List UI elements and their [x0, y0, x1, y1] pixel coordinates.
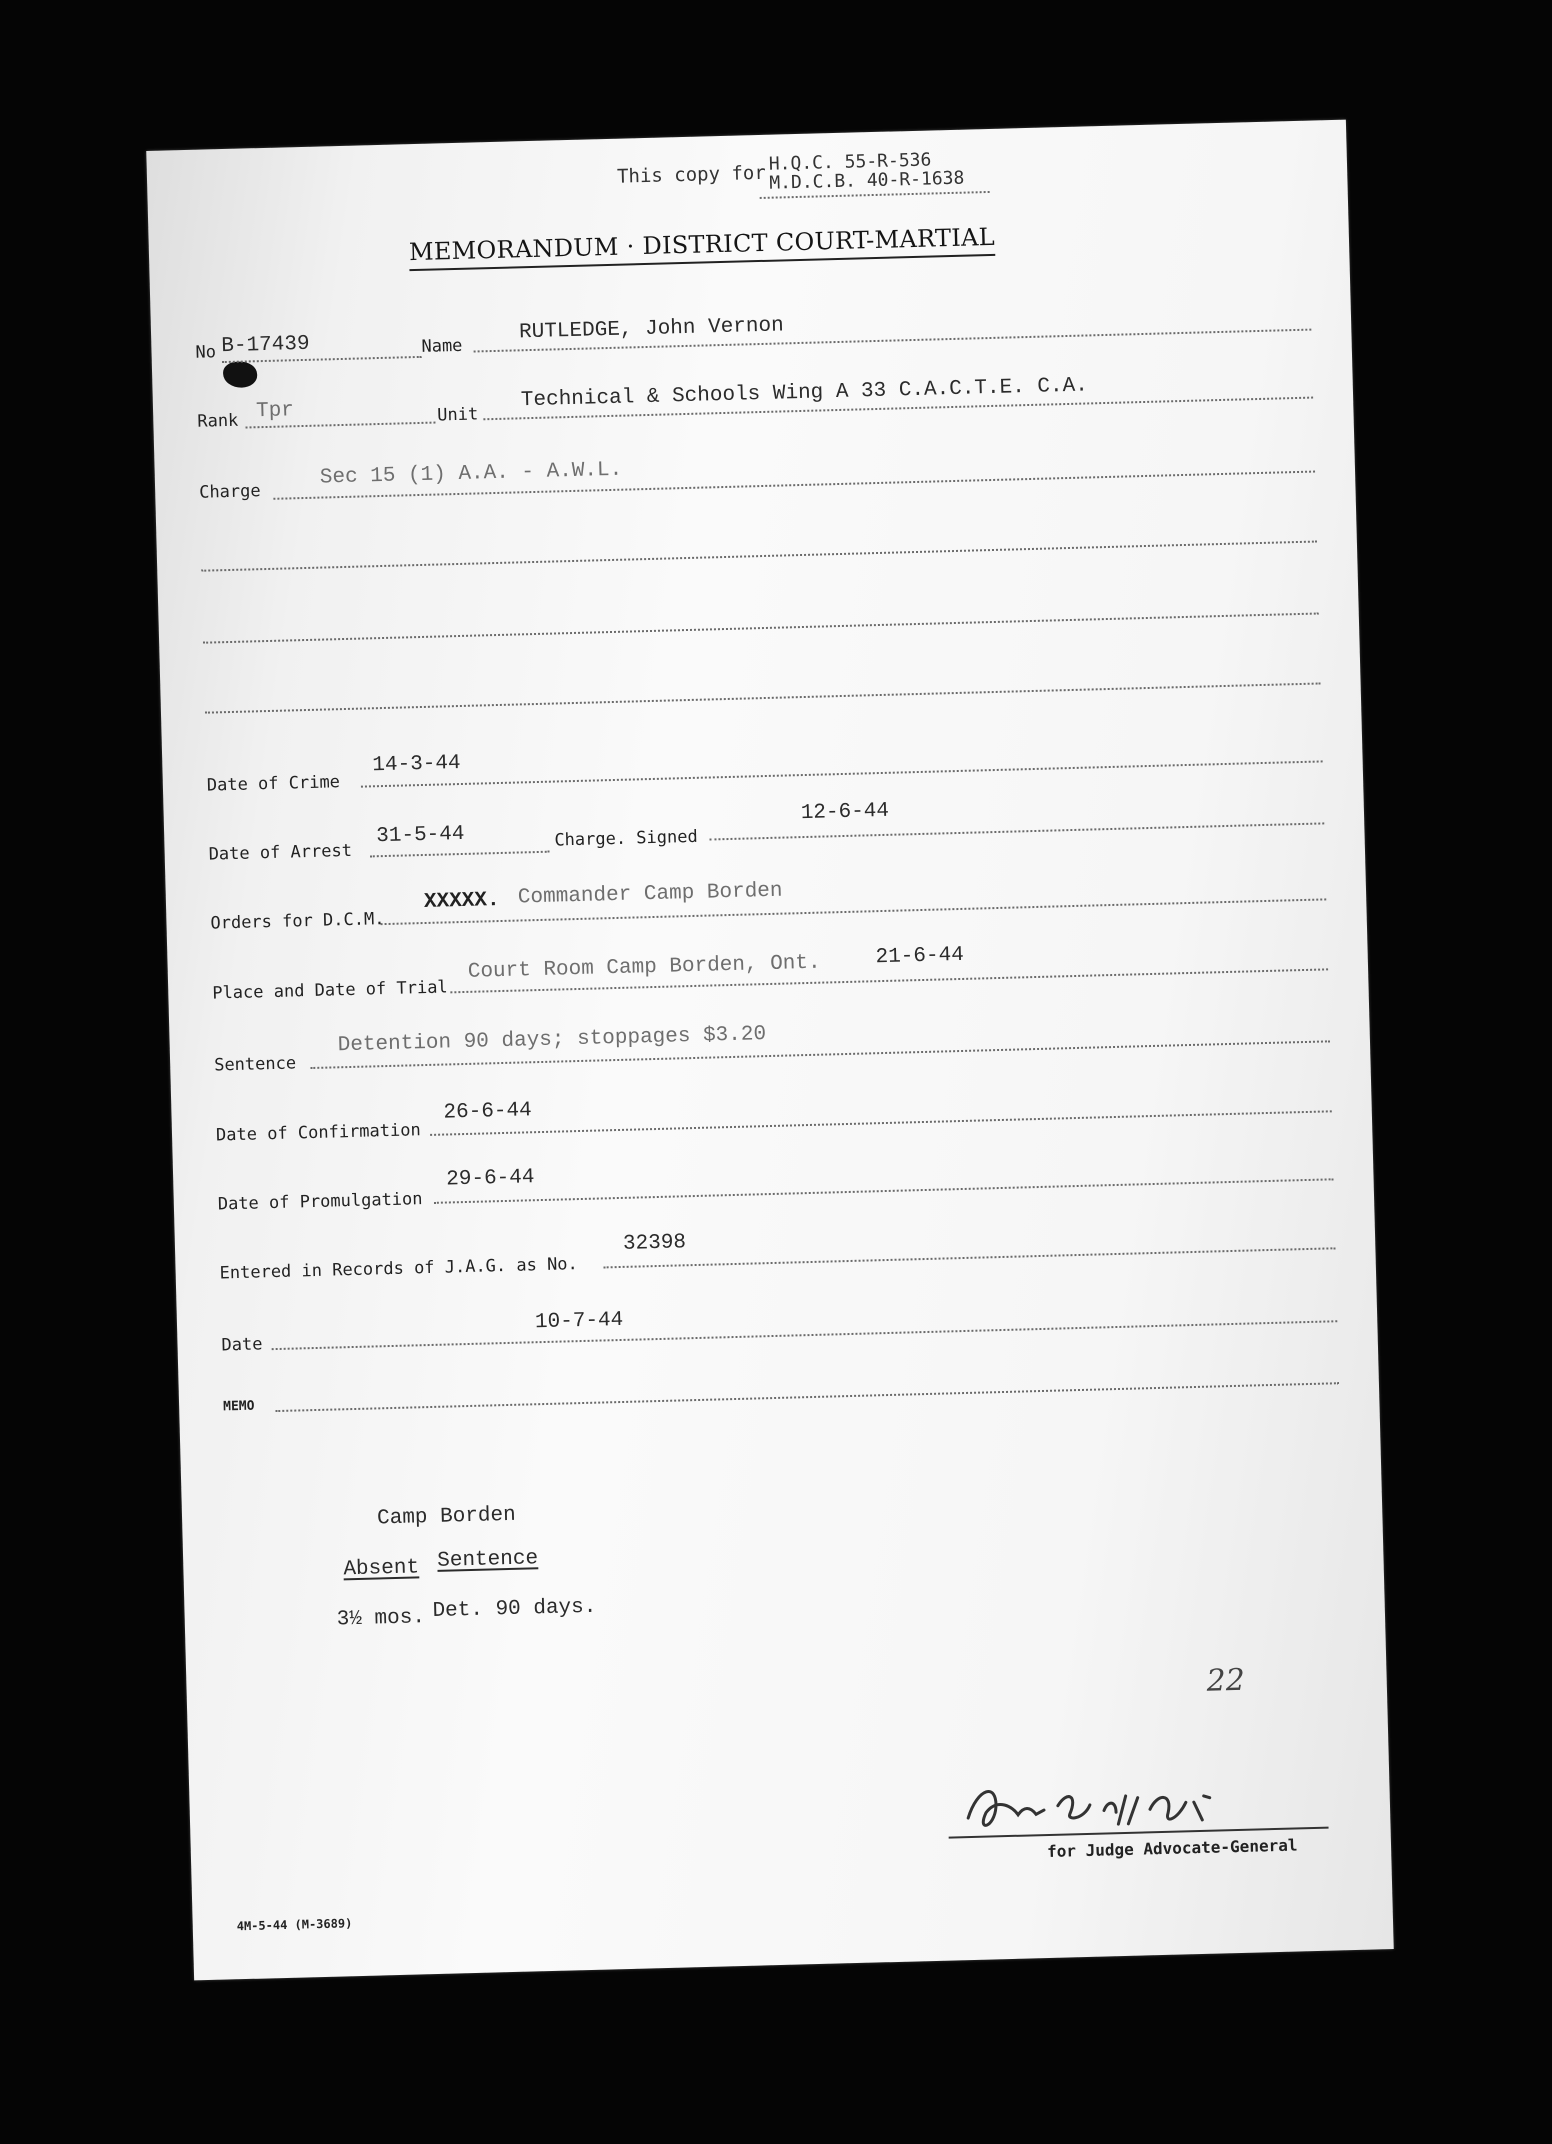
soldier-name: RUTLEDGE, John Vernon	[518, 314, 785, 345]
date-of-confirmation-value: 26-6-44	[443, 1099, 533, 1125]
date-of-confirmation-label: Date of Confirmation	[215, 1120, 421, 1146]
sentence-heading: Sentence	[436, 1547, 539, 1573]
copy-for-prefix: This copy for	[616, 161, 767, 188]
date-of-crime-value: 14-3-44	[372, 752, 461, 778]
date-of-crime-label: Date of Crime	[206, 772, 341, 796]
date-value: 10-7-44	[534, 1308, 624, 1335]
memo-label: MEMO	[222, 1398, 255, 1415]
date-of-promulgation-value: 29-6-44	[445, 1166, 535, 1192]
place-of-trial-value: Court Room Camp Borden, Ont.	[467, 951, 821, 984]
file-reference-2: M.D.C.B. 40-R-1638	[769, 167, 965, 194]
orders-for-dcm-value: Commander Camp Borden	[517, 879, 783, 910]
signature-caption: for Judge Advocate-General	[1046, 1835, 1298, 1862]
unit-label: Unit	[437, 404, 479, 426]
charge-label: Charge	[198, 481, 261, 503]
sentence-value: Detention 90 days; stoppages $3.20	[337, 1023, 767, 1058]
sentence-label: Sentence	[213, 1053, 297, 1076]
date-of-trial-value: 21-6-44	[875, 943, 965, 970]
place-date-trial-label: Place and Date of Trial	[212, 977, 448, 1004]
form-title: MEMORANDUM · DISTRICT COURT-MARTIAL	[409, 223, 996, 271]
date-label: Date	[221, 1334, 263, 1356]
no-label: No	[195, 342, 217, 363]
date-of-arrest-label: Date of Arrest	[208, 840, 353, 865]
form-number: 4M-5-44 (M-3689)	[236, 1916, 353, 1934]
sentence-summary: Det. 90 days.	[432, 1595, 597, 1624]
memorandum-form	[146, 120, 1393, 1981]
name-label: Name	[421, 335, 463, 357]
jag-record-label: Entered in Records of J.A.G. as No.	[219, 1254, 579, 1284]
jag-record-value: 32398	[622, 1231, 687, 1256]
handwritten-mark: 22	[1206, 1662, 1246, 1699]
charge-value: Sec 15 (1) A.A. - A.W.L.	[319, 458, 623, 490]
date-of-arrest-value: 31-5-44	[375, 822, 465, 849]
rank-value: Tpr	[255, 399, 295, 424]
service-number: B-17439	[221, 332, 310, 359]
rank-label: Rank	[197, 410, 239, 432]
ink-blot	[223, 361, 258, 388]
notes-location: Camp Borden	[376, 1503, 517, 1531]
charge-signed-value: 12-6-44	[800, 799, 890, 826]
charge-signed-label: Charge. Signed	[554, 826, 698, 851]
date-of-promulgation-label: Date of Promulgation	[217, 1189, 423, 1215]
orders-for-dcm-label: Orders for D.C.M.	[210, 909, 385, 934]
absent-duration: 3½ mos.	[336, 1606, 426, 1632]
unit-value: Technical & Schools Wing A 33 C.A.C.T.E. C.A.	[520, 374, 1089, 413]
absent-heading: Absent	[343, 1556, 420, 1582]
file-reference-1: H.Q.C. 55-R-536	[768, 149, 932, 175]
struck-text: XXXXX.	[423, 889, 500, 915]
